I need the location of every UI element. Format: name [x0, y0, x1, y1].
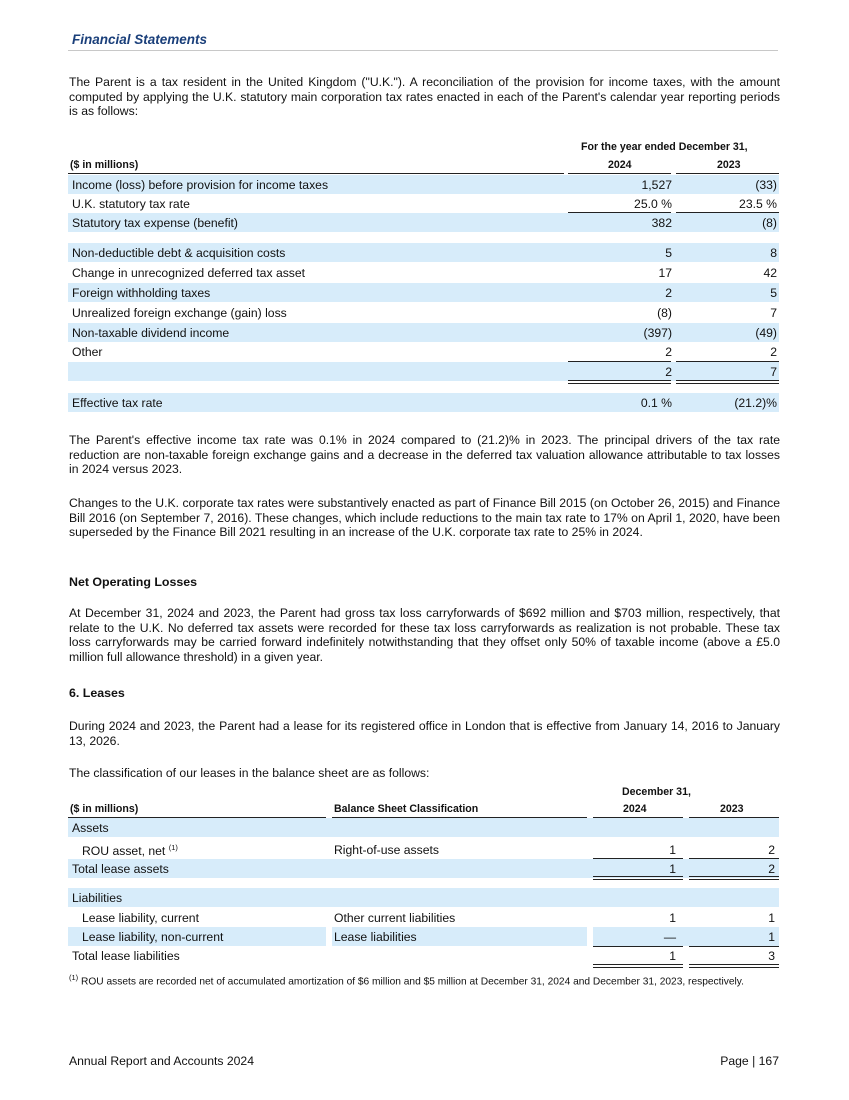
tax-row-dividend [68, 323, 779, 342]
tax-row-unrecognized-dta [68, 263, 779, 282]
intro-paragraph: The Parent is a tax resident in the United Kingdom ("U.K."). A reconciliation of the provision for income taxes, with the amount computed by applying the U.K. statutory main corporation tax rates enacted in each of the Parent's calendar year reporting periods is as follows: [69, 75, 780, 119]
tax-row-statutory-rate [68, 194, 779, 213]
total-double-rule-b-2024 [568, 383, 671, 384]
row-value-2023: 7 [770, 306, 777, 320]
total-assets-double-b-2024 [593, 879, 683, 880]
row-value-2023: 5 [770, 286, 777, 300]
rou-value-2024: 1 [669, 843, 676, 857]
tax-col-2024: 2024 [608, 159, 632, 171]
row-value-2024: 2 [665, 286, 672, 300]
tax-row-statutory-expense [68, 213, 779, 232]
row-label: Income (loss) before provision for income taxes [72, 178, 329, 192]
row-label: Other [72, 345, 103, 359]
tax-row-fx [68, 303, 779, 322]
total-assets-2023: 2 [768, 862, 775, 876]
leases-heading: 6. Leases [69, 686, 125, 700]
total-assets-double-b-2023 [689, 879, 779, 880]
lease-period-header: December 31, [622, 786, 691, 798]
row-value-2024: 5 [665, 246, 672, 260]
total-assets-2024: 1 [669, 862, 676, 876]
tax-col-2023: 2023 [717, 159, 741, 171]
lease-col-2023: 2023 [720, 803, 744, 815]
tax-header-rule-2024 [568, 173, 671, 174]
effective-rate-paragraph: The Parent's effective income tax rate was 0.1% in 2024 compared to (21.2)% in 2023. The principal drivers of the tax rate reduction are non-taxable foreign exchange gains and a decrease in the deferred tax valuation allowance attributable to tax losses in 2024 versus 2023. [69, 433, 780, 477]
rou-value-2023: 2 [768, 843, 775, 857]
row-value-2023: 42 [763, 266, 777, 280]
rou-label: ROU asset, net $^{(1)}$ [82, 843, 178, 859]
row-value-2023: 7 [770, 365, 777, 379]
row-value-2024: 1,527 [641, 178, 672, 192]
row-value-2023: (33) [755, 178, 777, 192]
total-assets-double-a-2024 [593, 876, 683, 877]
lease-row-current-liability [68, 908, 779, 927]
row-value-2023: 2 [770, 345, 777, 359]
row-value-2023: (49) [755, 326, 777, 340]
row-label: Foreign withholding taxes [72, 286, 211, 300]
rou-footnote [69, 972, 780, 989]
lease-description-paragraph: During 2024 and 2023, the Parent had a lease for its registered office in London that is effective from January 14, 2016 to January 13, 2026. [69, 719, 780, 748]
lease-row-liabilities-header [68, 888, 779, 907]
row-value-2024: (397) [643, 326, 672, 340]
current-liability-classification: Other current liabilities [334, 911, 456, 925]
header-divider [68, 50, 778, 51]
row-value-2024: 382 [651, 216, 672, 230]
current-liability-2023: 1 [768, 911, 775, 925]
tax-row-effective-rate [68, 393, 779, 412]
row-value-2023: (8) [762, 216, 777, 230]
tax-unit-label: ($ in millions) [70, 159, 139, 171]
noncurrent-value-shade [593, 927, 779, 946]
total-liab-double-a-2024 [593, 964, 683, 965]
tax-row-income-before-tax [68, 175, 779, 194]
nol-heading: Net Operating Losses [69, 575, 198, 589]
total-liabilities-2023: 3 [768, 949, 775, 963]
row-label: Non-deductible debt & acquisition costs [72, 246, 286, 260]
current-liability-label: Lease liability, current [82, 911, 199, 925]
lease-unit-label: ($ in millions) [70, 803, 139, 815]
noncurrent-liability-classification: Lease liabilities [334, 930, 417, 944]
current-liability-2024: 1 [669, 911, 676, 925]
total-double-rule-b-2023 [676, 383, 779, 384]
lease-row-rou-asset [68, 840, 779, 859]
tax-row-total [68, 362, 779, 381]
tax-period-header: For the year ended December 31, [581, 141, 748, 153]
total-liab-double-b-2024 [593, 967, 683, 968]
tax-header-rule-2023 [676, 173, 779, 174]
lease-classification-intro: The classification of our leases in the balance sheet are as follows: [69, 766, 430, 780]
total-liab-double-a-2023 [689, 964, 779, 965]
page-header-title: Financial Statements [72, 32, 208, 47]
assets-label: Assets [72, 821, 109, 835]
row-value-2024: 0.1 % [640, 396, 672, 410]
rou-classification: Right-of-use assets [334, 843, 439, 857]
row-label: Effective tax rate [72, 396, 163, 410]
lease-col-2024: 2024 [623, 803, 647, 815]
lease-class-header: Balance Sheet Classification [334, 803, 479, 815]
tax-row-withholding [68, 283, 779, 302]
row-label: Change in unrecognized deferred tax asset [72, 266, 306, 280]
lease-row-total-liabilities [68, 946, 779, 965]
tax-row-other [68, 342, 779, 361]
tax-rate-changes-paragraph: Changes to the U.K. corporate tax rates were substantively enacted as part of Finance Bill 2015 (on October 26, 2015) and Finance Bill 2016 (on September 7, 2016). These changes, which include reductions to the main tax rate to 17% on April 1, 2020, have been superseded by the Finance Bill 2021 resulting in an increase of the U.K. corporate tax rate to 25% in 2024. [69, 496, 780, 540]
noncurrent-liability-2023: 1 [768, 930, 775, 944]
total-liabilities-label: Total lease liabilities [72, 949, 180, 963]
noncurrent-liability-label: Lease liability, non-current [82, 930, 224, 944]
row-value-2024: 2 [665, 345, 672, 359]
row-value-2024: (8) [657, 306, 672, 320]
footer-report-title: Annual Report and Accounts 2024 [69, 1054, 254, 1068]
rou-footnote-marker: (1) [168, 843, 178, 852]
row-label: U.K. statutory tax rate [72, 197, 190, 211]
row-label: Non-taxable dividend income [72, 326, 230, 340]
total-assets-double-a-2023 [689, 876, 779, 877]
row-label: Statutory tax expense (benefit) [72, 216, 238, 230]
tax-row-nondeductible [68, 243, 779, 262]
liabilities-label: Liabilities [72, 891, 123, 905]
footnote-text: ROU assets are recorded net of accumulated amortization of $6 million and $5 million at December 31, 2024 and December 31, 2023, respectively. [78, 976, 744, 988]
total-double-rule-a-2023 [676, 380, 779, 381]
footnote-marker: (1) [69, 973, 79, 982]
lease-row-noncurrent-liability [68, 927, 779, 946]
lease-row-assets-header [68, 818, 779, 837]
row-value-2023: (21.2)% [734, 396, 777, 410]
tax-header-rule [68, 173, 564, 174]
row-value-2023: 8 [770, 246, 777, 260]
row-label: Unrealized foreign exchange (gain) loss [72, 306, 287, 320]
total-liab-double-b-2023 [689, 967, 779, 968]
total-assets-label: Total lease assets [72, 862, 169, 876]
nol-paragraph: At December 31, 2024 and 2023, the Parent had gross tax loss carryforwards of $692 million and $703 million, respectively, that relate to the U.K. No deferred tax assets were recorded for these tax loss carryforwards as realization is not probable. These tax loss carryforwards may be carried forward indefinitely notwithstanding that they offset only 50% of taxable income (above a £5.0 million full allowance threshold) in a given year. [69, 606, 780, 664]
row-value-2024: 25.0 % [634, 197, 672, 211]
total-liabilities-2024: 1 [669, 949, 676, 963]
footer-page-number: Page | 167 [720, 1054, 779, 1068]
noncurrent-liability-2024: — [663, 930, 676, 944]
row-value-2024: 2 [665, 365, 672, 379]
row-value-2023: 23.5 % [739, 197, 777, 211]
total-double-rule-a-2024 [568, 380, 671, 381]
row-value-2024: 17 [658, 266, 672, 280]
